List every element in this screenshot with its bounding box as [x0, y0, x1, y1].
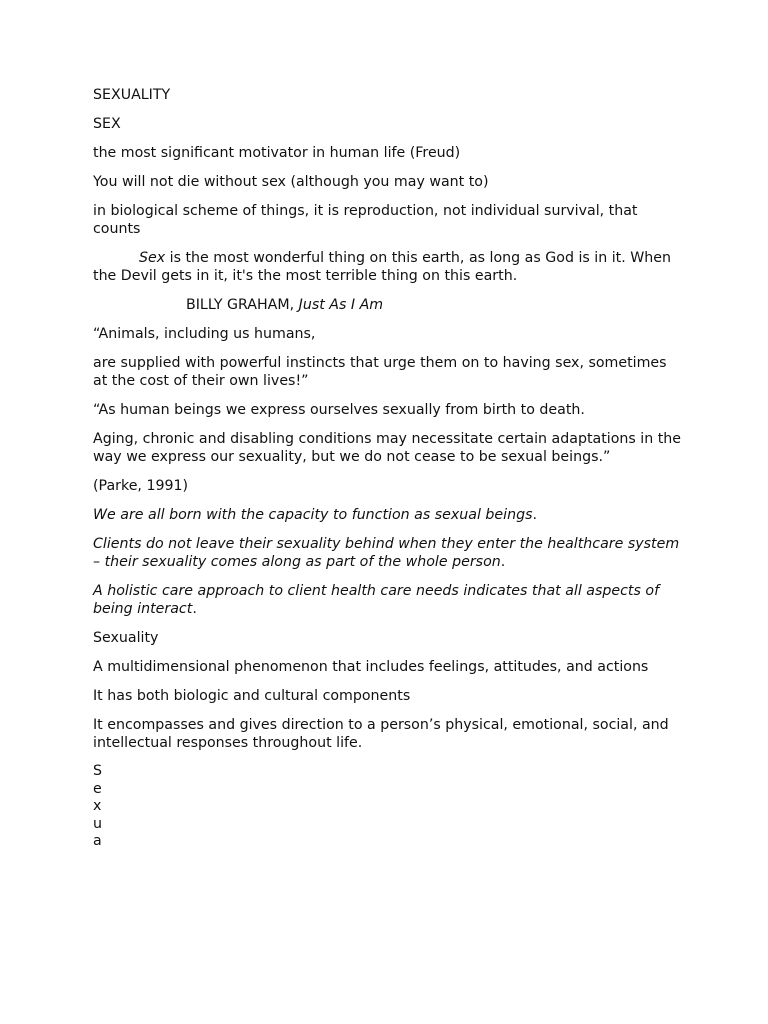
vertical-letter: u [93, 815, 102, 832]
vertical-letter: x [93, 798, 102, 814]
instincts-paragraph: are supplied with powerful instincts that urge them on to having sex, sometimes at the cost of their own lives!” [93, 355, 667, 389]
heading-sex: SEX [93, 116, 121, 132]
clients-paragraph [93, 535, 685, 571]
quote-rest: is the most wonderful thing on this earth, as long as God is in it. When the Devil gets in it, it's the most terrible thing on this earth. [93, 250, 672, 284]
vertical-letter-column [93, 763, 685, 851]
vertical-letter: e [93, 780, 102, 797]
graham-quote [93, 249, 685, 285]
vertical-letter: S [93, 763, 103, 779]
encompasses-paragraph: It encompasses and gives direction to a person’s physical, emotional, social, and intellectual responses throughout life. [93, 717, 669, 751]
not-die-line: You will not die without sex (although you may want to) [93, 174, 489, 190]
clients-text: Clients do not leave their sexuality behind when they enter the healthcare system – their sexuality comes along as part of the whole person [93, 536, 680, 570]
animals-open-line: “Animals, including us humans, [93, 326, 316, 342]
document-page [93, 86, 685, 851]
heading-sexuality: SEXUALITY [93, 87, 171, 103]
born-capacity-period: . [532, 507, 537, 523]
multidimensional-paragraph: A multidimensional phenomenon that includes feelings, attitudes, and actions [93, 659, 649, 675]
motivator-line: the most significant motivator in human life (Freud) [93, 145, 461, 161]
attribution-name: BILLY GRAHAM, [186, 297, 299, 313]
holistic-paragraph [93, 582, 685, 618]
sexuality-term: Sexuality [93, 630, 159, 646]
clients-period: . [500, 554, 506, 570]
citation-line: (Parke, 1991) [93, 478, 189, 494]
aging-paragraph: Aging, chronic and disabling conditions may necessitate certain adaptations in the way we express our sexuality, but we do not cease to be sexual beings.” [93, 431, 682, 465]
holistic-text: A holistic care approach to client health care needs indicates that all aspects of being interact [93, 583, 660, 617]
birth-to-death-line: “As human beings we express ourselves sexually from birth to death. [93, 402, 585, 418]
quote-sex-word: Sex [139, 250, 166, 266]
holistic-period: . [192, 601, 197, 617]
born-capacity-text: We are all born with the capacity to function as sexual beings [93, 507, 533, 523]
attribution-book-title: Just As I Am [298, 297, 384, 313]
born-capacity-line [93, 506, 685, 524]
reproduction-paragraph: in biological scheme of things, it is reproduction, not individual survival, that counts [93, 203, 638, 237]
quote-attribution [93, 296, 685, 314]
vertical-letter: a [93, 833, 102, 849]
biologic-cultural-line: It has both biologic and cultural components [93, 688, 411, 704]
